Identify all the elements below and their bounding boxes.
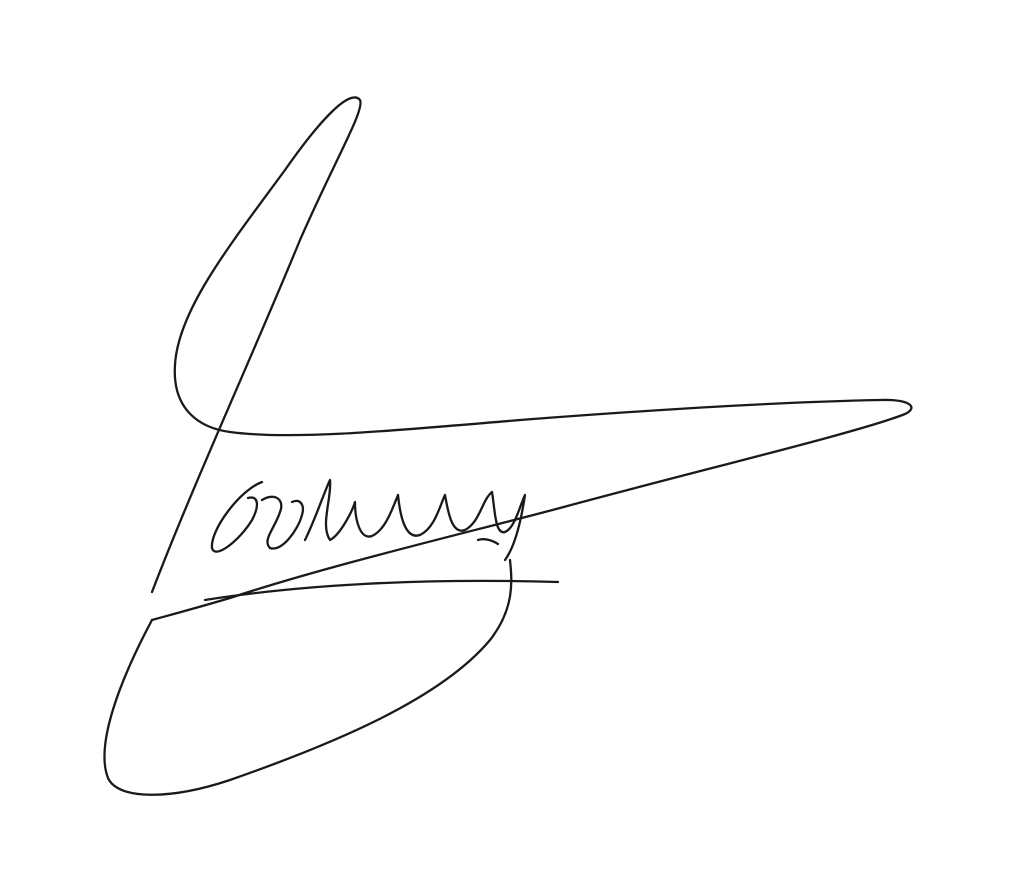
signature-accent <box>478 539 498 544</box>
signature-lower-loop <box>104 560 511 795</box>
signature-upper-loop <box>152 97 520 592</box>
signature-underline <box>205 581 558 600</box>
signature-right-sweep <box>152 400 911 620</box>
signature-lettering <box>212 480 525 560</box>
